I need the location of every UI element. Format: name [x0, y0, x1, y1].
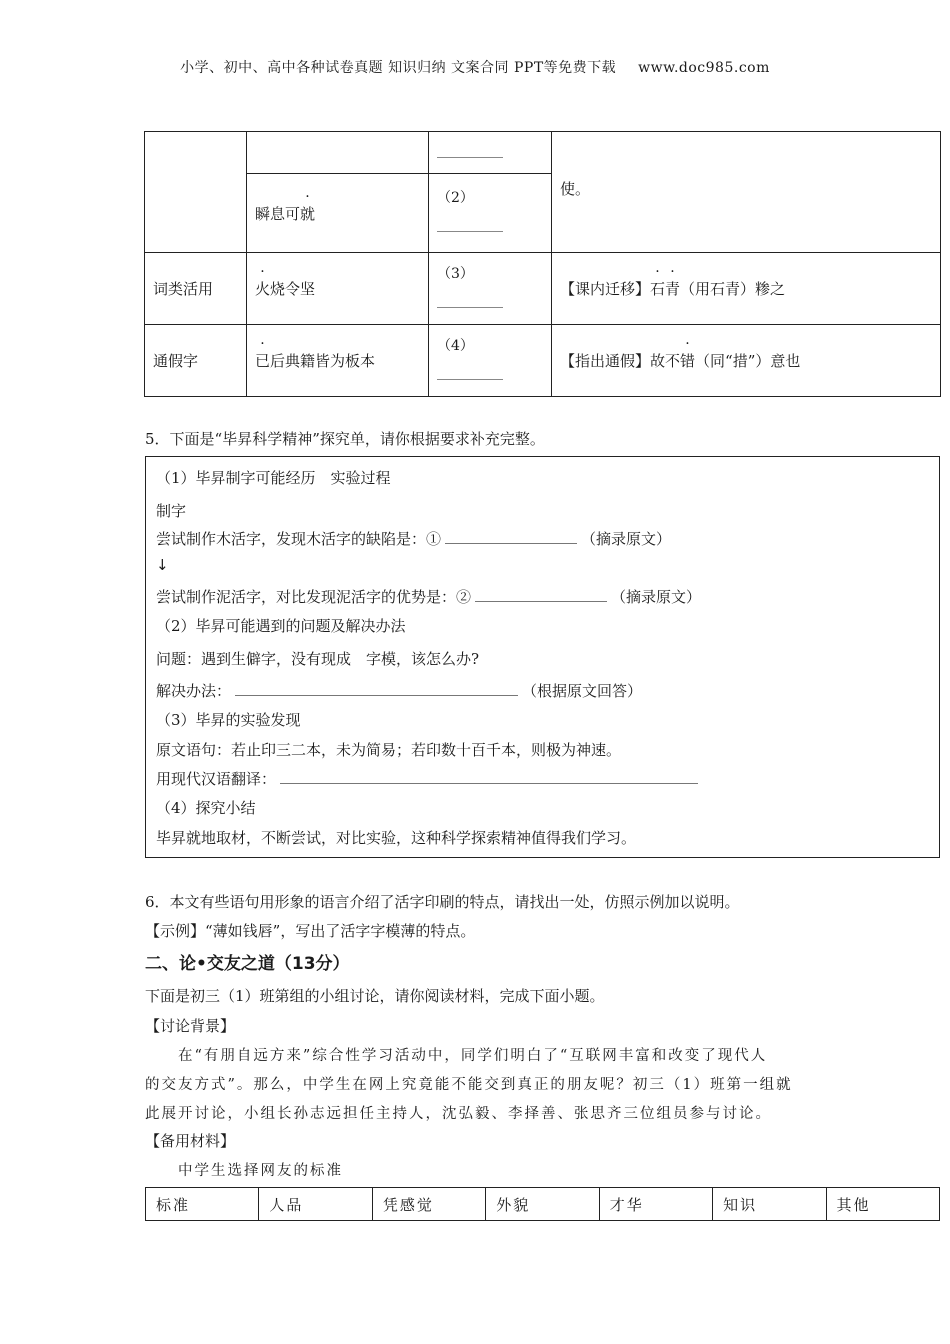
dotted-char: 石 — [650, 280, 666, 298]
answer-blank-2[interactable] — [429, 174, 552, 253]
table-cell — [247, 132, 429, 174]
criteria-header: 才华 — [599, 1188, 712, 1221]
blank-number: （4） — [437, 337, 474, 354]
inquiry-line-5: （2）毕昇可能遇到的问题及解决办法 — [156, 617, 406, 635]
criteria-header: 其他 — [826, 1188, 939, 1221]
dotted-char: 火 — [255, 280, 271, 298]
table-cell — [552, 253, 941, 325]
inquiry-line-6: 问题：遇到生僻字，没有现成 字模，该怎么办? — [156, 650, 480, 668]
example-text: 瞬息可 — [255, 204, 301, 223]
line-text: 尝试制作泥活字，对比发现泥活字的优势是：② — [156, 588, 472, 606]
dotted-char: 已 — [255, 352, 271, 370]
category-label: 词类活用 — [153, 280, 214, 298]
dotted-char: 就 — [300, 204, 316, 223]
answer-blank-1[interactable] — [429, 132, 552, 174]
line-note: （摘录原文） — [581, 530, 672, 548]
line-text: 尝试制作木活字，发现木活字的缺陷是：① — [156, 530, 442, 548]
background-para-line-1: 在“有朋自远方来”综合性学习活动中，同学们明白了“互联网丰富和改变了现代人 — [178, 1048, 768, 1064]
inquiry-line-11: （4）探究小结 — [156, 799, 256, 817]
down-arrow-icon: ↓ — [156, 556, 169, 574]
question-6-text: 6．本文有些语句用形象的语言介绍了活字印刷的特点，请找出一处，仿照示例加以说明。 — [145, 893, 740, 911]
inquiry-line-10 — [156, 768, 702, 789]
answer-blank-5-3[interactable] — [235, 681, 518, 696]
criteria-header: 知识 — [713, 1188, 826, 1221]
dotted-char: 错 — [680, 352, 696, 370]
answer-blank-3[interactable] — [429, 253, 552, 325]
word-usage-table — [144, 131, 941, 397]
material-title: 中学生选择网友的标准 — [178, 1163, 343, 1179]
answer-blank-5-4[interactable] — [280, 769, 698, 784]
inquiry-line-7 — [156, 680, 642, 701]
cell-text: 【课内迁移】 — [560, 280, 651, 298]
inquiry-line-4 — [156, 586, 701, 607]
inquiry-line-3 — [156, 528, 671, 549]
criteria-header: 凭感觉 — [372, 1188, 485, 1221]
cell-text: （用石青）糁之 — [680, 280, 786, 298]
question-5-title: 5．下面是“毕昇科学精神”探究单，请你根据要求补充完整。 — [145, 430, 545, 448]
table-cell — [552, 132, 941, 253]
line-note: （根据原文回答） — [522, 682, 643, 700]
inquiry-sheet — [145, 456, 940, 858]
table-cell — [247, 325, 429, 397]
material-label: 【备用材料】 — [145, 1132, 236, 1150]
answer-blank-5-1[interactable] — [445, 529, 577, 544]
inquiry-line-12: 毕昇就地取材，不断尝试，对比实验，这种科学探索精神值得我们学习。 — [156, 829, 637, 847]
background-label: 【讨论背景】 — [145, 1017, 236, 1035]
inquiry-line-8: （3）毕昇的实验发现 — [156, 711, 301, 729]
section-2-title: 二、论•交友之道（13分） — [145, 954, 350, 974]
cell-text: （同“措”）意也 — [695, 352, 801, 370]
criteria-header: 外貌 — [486, 1188, 599, 1221]
friend-criteria-table — [145, 1187, 940, 1221]
example-text: 烧令坚 — [270, 280, 316, 298]
blank-number: （2） — [437, 190, 474, 206]
answer-blank-4[interactable] — [429, 325, 552, 397]
page-header — [0, 57, 950, 77]
cell-text: 使。 — [560, 180, 591, 198]
table-cell — [552, 325, 941, 397]
table-cell — [247, 253, 429, 325]
section-2-intro: 下面是初三（1）班第组的小组讨论，请你阅读材料，完成下面小题。 — [145, 987, 605, 1005]
background-para-line-3: 此展开讨论，小组长孙志远担任主持人，沈弘毅、李择善、张思齐三位组员参与讨论。 — [145, 1106, 772, 1122]
criteria-header: 人品 — [259, 1188, 372, 1221]
answer-blank-5-2[interactable] — [475, 587, 607, 602]
line-text: 用现代汉语翻译： — [156, 770, 277, 788]
question-6-example: 【示例】“薄如钱唇”，写出了活字字模薄的特点。 — [145, 922, 476, 940]
category-cell — [145, 325, 247, 397]
category-label: 通假字 — [153, 352, 199, 370]
table-cell — [145, 132, 247, 253]
criteria-header: 标准 — [146, 1188, 259, 1221]
inquiry-line-1: （1）毕昇制字可能经历 实验过程 — [156, 469, 391, 487]
line-note: （摘录原文） — [611, 588, 702, 606]
dotted-char: 青 — [665, 280, 681, 298]
inquiry-line-9: 原文语句：若止印三二本，未为简易；若印数十百千本，则极为神速。 — [156, 741, 622, 759]
background-para-line-2: 的交友方式”。那么，中学生在网上究竟能不能交到真正的朋友呢？初三（1）班第一组就 — [145, 1077, 793, 1093]
header-text: 小学、初中、高中各种试卷真题 知识归纳 文案合同 PPT等免费下载 — [180, 60, 617, 76]
table-cell — [247, 174, 429, 253]
blank-number: （3） — [437, 265, 474, 282]
cell-text: 【指出通假】故不 — [560, 352, 681, 370]
line-text: 解决办法： — [156, 682, 232, 700]
category-cell — [145, 253, 247, 325]
inquiry-line-2: 制字 — [156, 502, 187, 520]
example-text: 后典籍皆为板本 — [270, 352, 376, 370]
header-url[interactable]: www.doc985.com — [638, 60, 770, 76]
